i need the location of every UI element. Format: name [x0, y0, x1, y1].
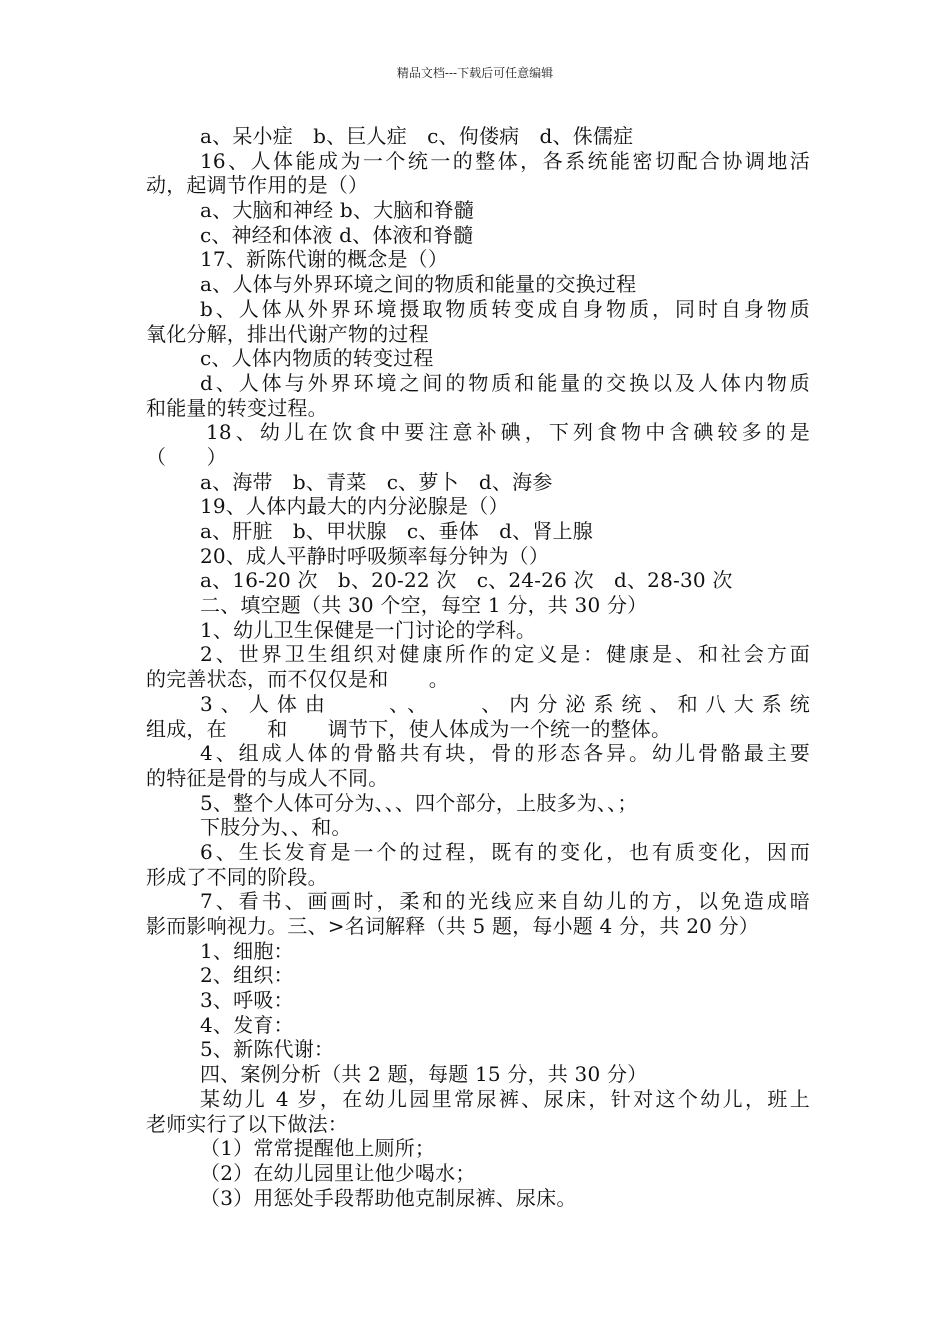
text-line: 18、幼儿在饮食中要注意补碘，下列食物中含碘较多的是: [206, 420, 810, 445]
text-line: a、呆小症 b、巨人症 c、佝偻病 d、侏儒症: [200, 124, 634, 148]
text-line: 17、新陈代谢的概念是（）: [200, 247, 449, 272]
text-line: 3、人体由 、、 、内分泌系统、和八大系统: [200, 691, 810, 716]
text-line: a、人体与外界环境之间的物质和能量的交换过程: [200, 272, 637, 297]
document-body: [146, 124, 810, 1210]
text-line: 氧化分解，排出代谢产物的过程: [146, 321, 429, 346]
text-line: 7、看书、画画时，柔和的光线应来自幼儿的方，以免造成暗: [200, 889, 810, 914]
text-line: a、16-20 次 b、20-22 次 c、24-26 次 d、28-30 次: [200, 568, 733, 593]
text-line: 的特征是骨的与成人不同。: [146, 765, 389, 790]
text-line: 3、呼吸：: [200, 988, 294, 1013]
text-line: 4、组成人体的骨骼共有块，骨的形态各异。幼儿骨骼最主要: [200, 741, 810, 766]
text-line: 4、发育：: [200, 1012, 294, 1037]
text-line: 19、人体内最大的内分泌腺是（）: [200, 494, 509, 519]
text-line: a、海带 b、青菜 c、萝卜 d、海参: [200, 469, 553, 494]
text-line: 动，起调节作用的是（）: [146, 173, 369, 198]
text-line: a、肝脏 b、甲状腺 c、垂体 d、肾上腺: [200, 519, 593, 543]
text-line: d、人体与外界环境之间的物质和能量的交换以及人体内物质: [200, 370, 810, 395]
text-line: 影而影响视力。三、>名词解释（共 5 题，每小题 4 分，共 20 分）: [146, 914, 760, 938]
text-line: c、神经和体液 d、体液和脊髓: [200, 222, 474, 247]
text-line: 的完善状态，而不仅仅是和 。: [146, 667, 449, 692]
text-line: b、人体从外界环境摄取物质转变成自身物质，同时自身物质: [200, 296, 810, 321]
text-line: 5、新陈代谢：: [200, 1037, 335, 1062]
text-line: 1、细胞：: [200, 938, 294, 963]
text-line: a、大脑和神经 b、大脑和脊髓: [200, 198, 475, 223]
text-line: 6、生长发育是一个的过程，既有的变化，也有质变化，因而: [200, 839, 810, 864]
text-line: 四、案例分析（共 2 题，每题 15 分，共 30 分）: [200, 1062, 648, 1087]
text-line: 2、世界卫生组织对健康所作的定义是：健康是、和社会方面: [200, 642, 810, 667]
text-line: 2、组织：: [200, 963, 294, 988]
text-line: 某幼儿 4 岁，在幼儿园里常尿裤、尿床，针对这个幼儿，班上: [200, 1086, 810, 1111]
text-line: 20、成人平静时呼吸频率每分钟为（）: [200, 543, 550, 568]
text-line: 形成了不同的阶段。: [146, 864, 328, 889]
text-line: 二、填空题（共 30 个空，每空 1 分，共 30 分）: [200, 593, 648, 618]
text-line: （1）常常提醒他上厕所；: [200, 1136, 436, 1161]
text-line: 1、幼儿卫生保健是一门讨论的学科。: [200, 617, 537, 642]
text-line: （2）在幼儿园里让他少喝水；: [200, 1160, 476, 1185]
text-line: 组成，在 和 调节下，使人体成为一个统一的整体。: [146, 716, 672, 741]
text-line: 16、人体能成为一个统一的整体，各系统能密切配合协调地活: [200, 148, 810, 173]
text-line: 5、整个人体可分为、、、四个部分，上肢多为、、；: [200, 790, 638, 815]
page-header: 精品文档---下载后可任意编辑: [396, 66, 554, 80]
text-line: （3）用惩处手段帮助他克制尿裤、尿床。: [200, 1185, 577, 1210]
text-line: c、人体内物质的转变过程: [200, 346, 434, 371]
text-line: 下肢分为、、和。: [200, 815, 352, 840]
text-line: 和能量的转变过程。: [146, 395, 328, 420]
text-line: （ ）: [146, 444, 227, 469]
text-line: 老师实行了以下做法：: [146, 1111, 348, 1136]
